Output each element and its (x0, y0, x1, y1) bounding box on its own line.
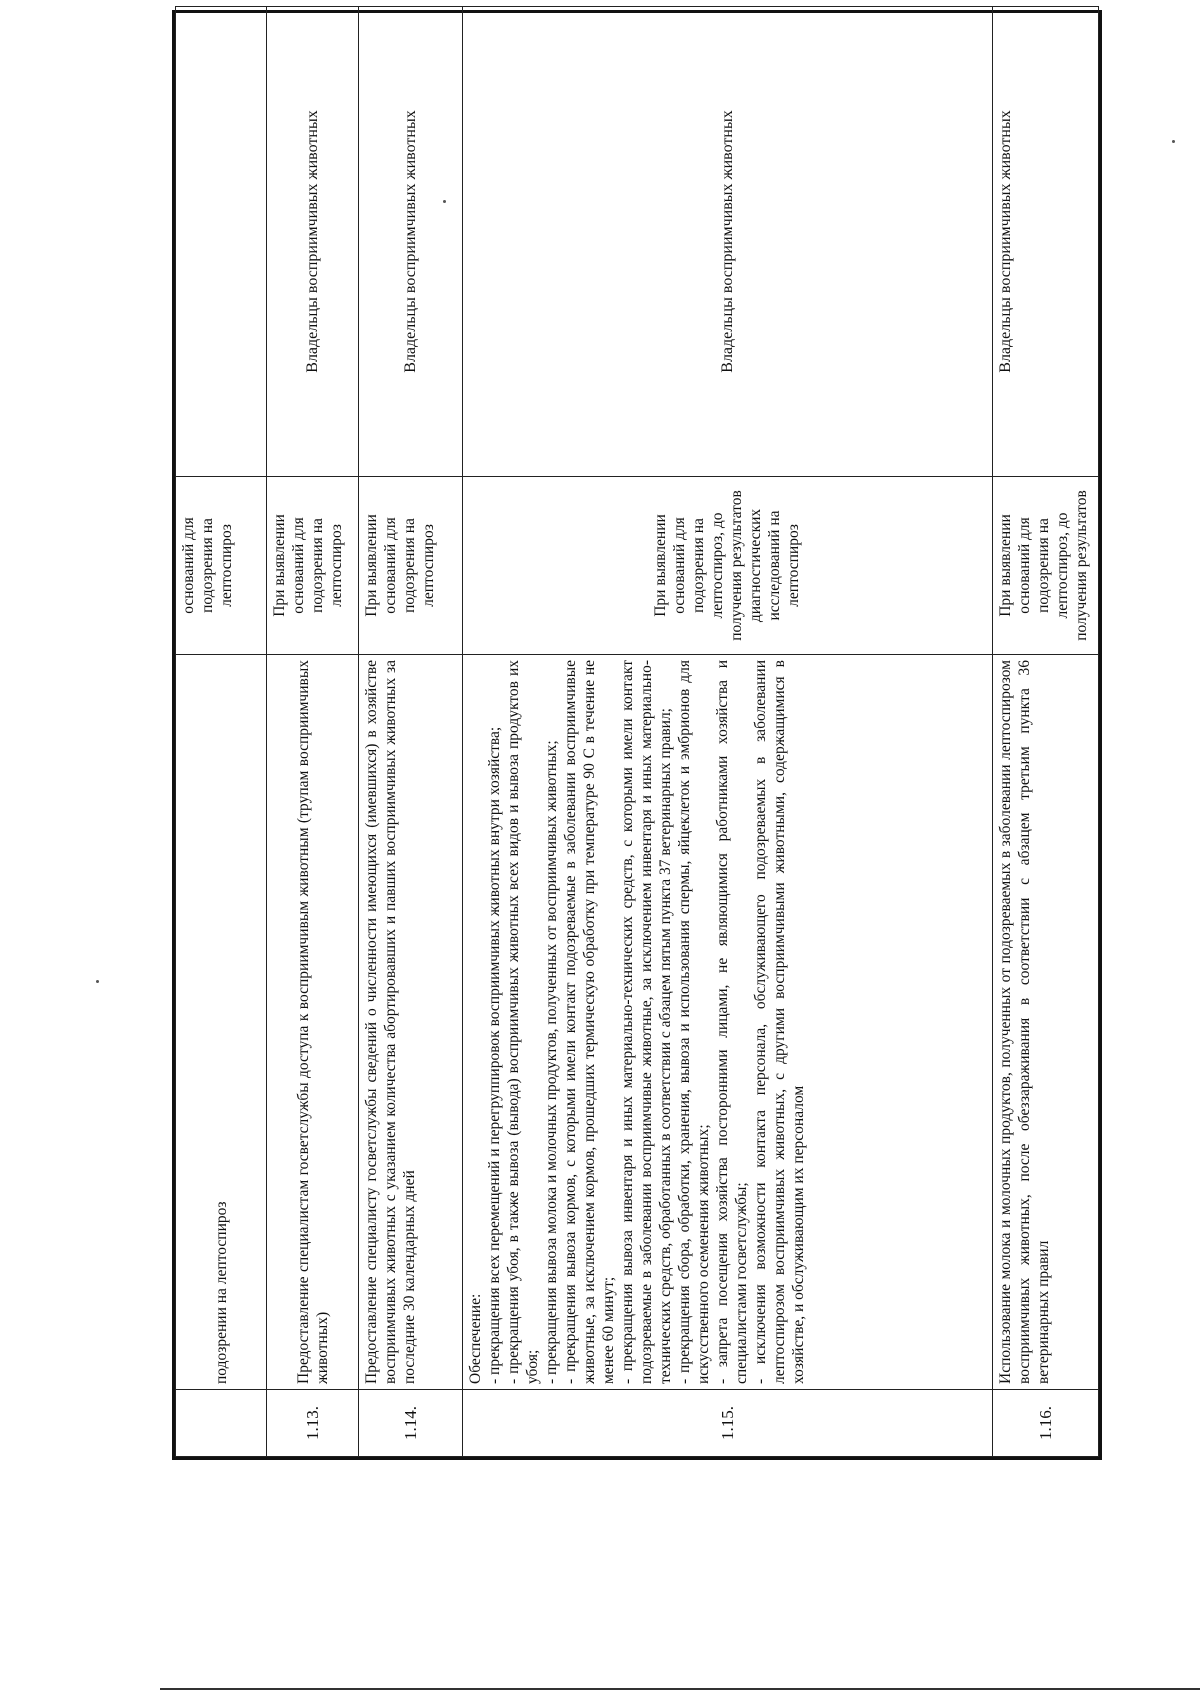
responsible-cell: Владельцы восприимчивых животных (462, 7, 992, 477)
measure-cell (462, 655, 992, 1390)
table-row (462, 7, 992, 1457)
measure-cell (176, 655, 267, 1390)
measure-cell (992, 655, 1098, 1390)
row-number: 1.15. (462, 1390, 992, 1457)
condition-cell (176, 477, 267, 655)
condition-line: лептоспироз (785, 524, 803, 607)
row-number: 1.14. (358, 1390, 462, 1457)
condition-line: лептоспироз (218, 524, 235, 607)
condition-cell (992, 477, 1098, 655)
responsible-cell (176, 7, 267, 477)
table-row (267, 7, 358, 1457)
condition-line: подозрения на (1034, 518, 1052, 613)
measure-text: - прекращения убоя, в также вывоза (вывода) восприимчивых животных всех видов и вывоза продуктов их убоя; (504, 660, 541, 1384)
condition-line: подозрения на (400, 518, 418, 613)
table-row (358, 7, 462, 1457)
row-number (176, 1390, 267, 1457)
measure-text: Использование молока и молочных продуктов, полученных от подозреваемых в заболевании лептоспирозом восприимчивых животных, после обеззараживания в соответствии с абзацем третьим пункта 36 ветеринарных правил (996, 660, 1052, 1384)
condition-line: оснований для (671, 517, 689, 614)
condition-line: диагностических (747, 508, 765, 623)
measure-text: - прекращения сбора, обработки, хранения, вывоза и использования спермы, яйцеклеток и эмбрионов для искусственного осеменения животных; (675, 660, 712, 1384)
row-number: 1.16. (992, 1390, 1098, 1457)
measure-cell (358, 655, 462, 1390)
condition-line: лептоспироз (328, 524, 346, 607)
condition-line: подозрения на (199, 518, 216, 613)
condition-line: оснований для (1015, 517, 1033, 614)
scan-speck (96, 980, 99, 983)
rotated-table-page (172, 10, 1102, 1460)
condition-cell (358, 477, 462, 655)
scan-speck (443, 200, 446, 203)
scan-speck (1172, 140, 1175, 143)
condition-cell (462, 477, 992, 655)
measure-text: - прекращения вывоза молока и молочных продуктов, полученных от восприимчивых животных; (542, 740, 560, 1384)
condition-line: подозрения на (309, 518, 327, 613)
measure-text: - прекращения вывоза инвентаря и иных материально-технических средств, с которыми имели контакт подозреваемые в заболевании восприимчивые животные, за исключением инвентаря и иных материально-технических средств, обработанных в соответствии с абзацем пятым пункта 37 ветеринарных правил; (618, 660, 674, 1384)
condition-line: лептоспироз (419, 524, 437, 607)
responsible-cell: Владельцы восприимчивых животных (267, 7, 358, 477)
condition-line: При выявлении (362, 514, 380, 617)
responsible-cell: Владельцы восприимчивых животных (992, 7, 1098, 477)
condition-line: оснований для (180, 517, 197, 614)
measure-text: - исключения возможности контакта персонала, обслуживающего подозреваемых в заболевании лептоспирозом восприимчивых животных, с другими восприимчивыми животными, содержащимися в хозяйстве, и обслуживающим их персоналом (751, 660, 807, 1384)
condition-line: лептоспироз, до (1053, 512, 1071, 619)
measure-text: Обеспечение: (466, 1293, 484, 1384)
condition-cell (267, 477, 358, 655)
table-row (992, 7, 1098, 1457)
condition-line: лептоспироз, до (709, 512, 727, 619)
measure-text: - прекращения вывоза кормов, с которыми имели контакт подозреваемые в заболевании восприимчивые животные, за исключением кормов, прошедших термическую обработку при температуре 90 С в течение не менее 60 минут; (561, 660, 617, 1384)
page-edge-rule (160, 1688, 1200, 1690)
measure-text: Предоставление специалисту госветслужбы сведений о численности имеющихся (имевшихся) в хозяйстве восприимчивых животных с указанием количества абортировавших и павших восприимчивых животных за последние 30 календарных дней (362, 660, 418, 1384)
condition-line: получения результатов (1072, 490, 1090, 641)
measure-text: Предоставление специалистам госветслужбы доступа к восприимчивым животным (трупам восприимчивых животных) (294, 660, 331, 1384)
condition-line: оснований для (290, 517, 308, 614)
measure-text: подозрении на лептоспироз (212, 1201, 230, 1384)
row-number: 1.13. (267, 1390, 358, 1457)
measure-text: - запрета посещения хозяйства посторонними лицами, не являющимися работниками хозяйства и специалистами госветслужбы; (713, 660, 750, 1384)
measure-text: - прекращения всех перемещений и перегруппировок восприимчивых животных внутри хозяйства; (485, 726, 503, 1384)
condition-line: исследований на (766, 510, 784, 621)
condition-line: подозрения на (690, 518, 708, 613)
condition-line: При выявлении (652, 514, 670, 617)
table-row (176, 7, 267, 1457)
measures-table (175, 6, 1099, 1457)
responsible-cell: Владельцы восприимчивых животных (358, 7, 462, 477)
measure-cell (267, 655, 358, 1390)
condition-line: При выявлении (996, 514, 1014, 617)
condition-line: При выявлении (271, 514, 289, 617)
condition-line: получения результатов (728, 490, 746, 641)
condition-line: оснований для (381, 517, 399, 614)
